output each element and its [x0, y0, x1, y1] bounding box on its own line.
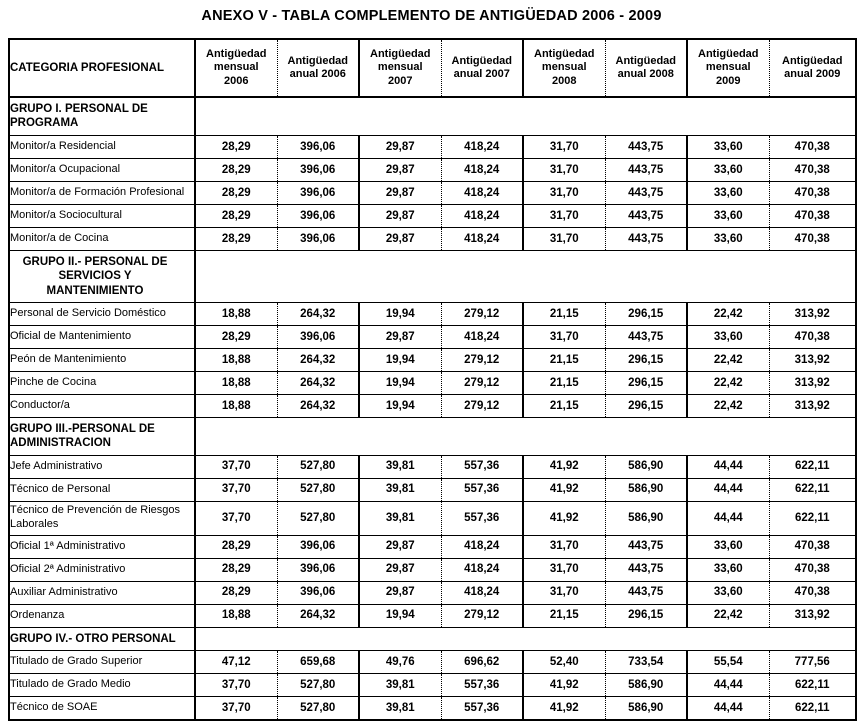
- table-row: [9, 674, 856, 697]
- value-cell: 33,60: [687, 181, 769, 204]
- value-cell: 52,40: [523, 651, 605, 674]
- group-header-label: GRUPO IV.- OTRO PERSONAL: [9, 627, 195, 650]
- value-cell: 47,12: [195, 651, 277, 674]
- empty-cell: [605, 250, 687, 302]
- table-row: [9, 135, 856, 158]
- empty-cell: [359, 417, 441, 455]
- value-cell: 396,06: [277, 181, 359, 204]
- table-group-header-row: [9, 417, 856, 455]
- header-line-3: 2009: [716, 74, 741, 87]
- column-header-anual-2009: [769, 39, 856, 97]
- value-cell: 418,24: [441, 204, 523, 227]
- category-cell: Monitor/a de Formación Profesional: [9, 181, 195, 204]
- seniority-table-container: [8, 38, 855, 721]
- value-cell: 39,81: [359, 455, 441, 478]
- category-cell: Técnico de Personal: [9, 478, 195, 501]
- empty-cell: [605, 417, 687, 455]
- value-cell: 41,92: [523, 501, 605, 535]
- value-cell: 37,70: [195, 697, 277, 720]
- value-cell: 313,92: [769, 302, 856, 325]
- empty-cell: [195, 417, 277, 455]
- group-header-label: GRUPO I. PERSONAL DE PROGRAMA: [9, 97, 195, 135]
- table-row: [9, 501, 856, 535]
- value-cell: 418,24: [441, 325, 523, 348]
- value-cell: 44,44: [687, 674, 769, 697]
- category-cell: Monitor/a Residencial: [9, 135, 195, 158]
- table-row: [9, 181, 856, 204]
- value-cell: 37,70: [195, 501, 277, 535]
- column-header-mensual-2007: [359, 39, 441, 97]
- value-cell: 29,87: [359, 135, 441, 158]
- empty-cell: [769, 97, 856, 135]
- table-row: [9, 348, 856, 371]
- value-cell: 31,70: [523, 325, 605, 348]
- value-cell: 557,36: [441, 478, 523, 501]
- value-cell: 557,36: [441, 455, 523, 478]
- value-cell: 44,44: [687, 478, 769, 501]
- empty-cell: [441, 97, 523, 135]
- value-cell: 313,92: [769, 371, 856, 394]
- value-cell: 39,81: [359, 501, 441, 535]
- empty-cell: [441, 627, 523, 650]
- value-cell: 470,38: [769, 158, 856, 181]
- empty-cell: [195, 250, 277, 302]
- value-cell: 443,75: [605, 558, 687, 581]
- value-cell: 527,80: [277, 674, 359, 697]
- value-cell: 470,38: [769, 581, 856, 604]
- value-cell: 296,15: [605, 604, 687, 627]
- header-line-2: mensual: [705, 61, 751, 74]
- value-cell: 313,92: [769, 604, 856, 627]
- header-line-2: mensual: [377, 61, 423, 74]
- value-cell: 418,24: [441, 227, 523, 250]
- table-header-row: [9, 39, 856, 97]
- category-cell: Monitor/a Ocupacional: [9, 158, 195, 181]
- column-header-mensual-2006: [195, 39, 277, 97]
- empty-cell: [195, 627, 277, 650]
- value-cell: 470,38: [769, 181, 856, 204]
- value-cell: 28,29: [195, 535, 277, 558]
- value-cell: 37,70: [195, 674, 277, 697]
- value-cell: 443,75: [605, 158, 687, 181]
- value-cell: 443,75: [605, 135, 687, 158]
- value-cell: 33,60: [687, 135, 769, 158]
- value-cell: 622,11: [769, 501, 856, 535]
- category-cell: Oficial 2ª Administrativo: [9, 558, 195, 581]
- value-cell: 33,60: [687, 535, 769, 558]
- category-cell: Monitor/a de Cocina: [9, 227, 195, 250]
- header-line-1: Antigüedad: [451, 54, 512, 67]
- category-cell: Técnico de Prevención de Riesgos Laborales: [9, 501, 195, 535]
- value-cell: 31,70: [523, 181, 605, 204]
- table-row: [9, 651, 856, 674]
- value-cell: 33,60: [687, 581, 769, 604]
- page-title: ANEXO V - TABLA COMPLEMENTO DE ANTIGÜEDAD 2006 - 2009: [201, 8, 662, 24]
- value-cell: 296,15: [605, 302, 687, 325]
- value-cell: 31,70: [523, 227, 605, 250]
- value-cell: 279,12: [441, 371, 523, 394]
- header-line-1: Antigüedad: [615, 54, 676, 67]
- value-cell: 733,54: [605, 651, 687, 674]
- value-cell: 31,70: [523, 158, 605, 181]
- value-cell: 527,80: [277, 697, 359, 720]
- value-cell: 296,15: [605, 394, 687, 417]
- value-cell: 586,90: [605, 501, 687, 535]
- table-header: [9, 39, 856, 97]
- value-cell: 18,88: [195, 604, 277, 627]
- empty-cell: [687, 627, 769, 650]
- value-cell: 443,75: [605, 535, 687, 558]
- value-cell: 396,06: [277, 581, 359, 604]
- value-cell: 622,11: [769, 697, 856, 720]
- category-cell: Técnico de SOAE: [9, 697, 195, 720]
- value-cell: 29,87: [359, 181, 441, 204]
- value-cell: 37,70: [195, 455, 277, 478]
- header-line-3: 2007: [388, 74, 413, 87]
- value-cell: 49,76: [359, 651, 441, 674]
- empty-cell: [277, 417, 359, 455]
- empty-cell: [523, 250, 605, 302]
- value-cell: 418,24: [441, 535, 523, 558]
- table-row: [9, 535, 856, 558]
- value-cell: 313,92: [769, 348, 856, 371]
- column-header-anual-2007: [441, 39, 523, 97]
- value-cell: 418,24: [441, 181, 523, 204]
- value-cell: 586,90: [605, 478, 687, 501]
- category-cell: Peón de Mantenimiento: [9, 348, 195, 371]
- group-header-label: GRUPO II.- PERSONAL DE SERVICIOS Y MANTENIMIENTO: [9, 250, 195, 302]
- value-cell: 527,80: [277, 478, 359, 501]
- value-cell: 41,92: [523, 478, 605, 501]
- value-cell: 443,75: [605, 181, 687, 204]
- empty-cell: [195, 97, 277, 135]
- category-cell: Jefe Administrativo: [9, 455, 195, 478]
- value-cell: 28,29: [195, 558, 277, 581]
- value-cell: 470,38: [769, 535, 856, 558]
- table-row: [9, 581, 856, 604]
- empty-cell: [277, 97, 359, 135]
- category-cell: Oficial de Mantenimiento: [9, 325, 195, 348]
- value-cell: 396,06: [277, 135, 359, 158]
- value-cell: 18,88: [195, 348, 277, 371]
- empty-cell: [769, 250, 856, 302]
- header-line-2: anual 2008: [617, 68, 674, 80]
- value-cell: 443,75: [605, 227, 687, 250]
- value-cell: 21,15: [523, 348, 605, 371]
- empty-cell: [441, 417, 523, 455]
- category-cell: Oficial 1ª Administrativo: [9, 535, 195, 558]
- value-cell: 37,70: [195, 478, 277, 501]
- value-cell: 586,90: [605, 697, 687, 720]
- value-cell: 19,94: [359, 348, 441, 371]
- value-cell: 29,87: [359, 204, 441, 227]
- value-cell: 41,92: [523, 697, 605, 720]
- value-cell: 443,75: [605, 325, 687, 348]
- value-cell: 586,90: [605, 674, 687, 697]
- value-cell: 264,32: [277, 302, 359, 325]
- value-cell: 622,11: [769, 674, 856, 697]
- value-cell: 557,36: [441, 501, 523, 535]
- value-cell: 39,81: [359, 478, 441, 501]
- value-cell: 28,29: [195, 325, 277, 348]
- header-line-3: 2006: [224, 74, 249, 87]
- value-cell: 31,70: [523, 204, 605, 227]
- header-line-1: Antigüedad: [782, 54, 843, 67]
- column-header-mensual-2008: [523, 39, 605, 97]
- empty-cell: [523, 627, 605, 650]
- empty-cell: [605, 627, 687, 650]
- value-cell: 33,60: [687, 158, 769, 181]
- value-cell: 29,87: [359, 558, 441, 581]
- group-header-label: GRUPO III.-PERSONAL DE ADMINISTRACION: [9, 417, 195, 455]
- value-cell: 470,38: [769, 558, 856, 581]
- value-cell: 622,11: [769, 455, 856, 478]
- value-cell: 313,92: [769, 394, 856, 417]
- value-cell: 396,06: [277, 558, 359, 581]
- value-cell: 264,32: [277, 604, 359, 627]
- value-cell: 396,06: [277, 535, 359, 558]
- value-cell: 21,15: [523, 604, 605, 627]
- column-header-mensual-2009: [687, 39, 769, 97]
- value-cell: 22,42: [687, 302, 769, 325]
- empty-cell: [687, 250, 769, 302]
- value-cell: 21,15: [523, 302, 605, 325]
- value-cell: 22,42: [687, 371, 769, 394]
- empty-cell: [277, 627, 359, 650]
- empty-cell: [687, 417, 769, 455]
- value-cell: 28,29: [195, 581, 277, 604]
- table-body: [9, 97, 856, 720]
- value-cell: 22,42: [687, 394, 769, 417]
- value-cell: 418,24: [441, 558, 523, 581]
- value-cell: 29,87: [359, 325, 441, 348]
- category-cell: Conductor/a: [9, 394, 195, 417]
- empty-cell: [769, 417, 856, 455]
- header-line-2: anual 2006: [289, 68, 346, 80]
- value-cell: 527,80: [277, 501, 359, 535]
- table-row: [9, 302, 856, 325]
- category-cell: Monitor/a Sociocultural: [9, 204, 195, 227]
- header-line-1: Antigüedad: [370, 47, 431, 60]
- value-cell: 39,81: [359, 697, 441, 720]
- empty-cell: [523, 97, 605, 135]
- category-cell: Titulado de Grado Medio: [9, 674, 195, 697]
- value-cell: 28,29: [195, 181, 277, 204]
- table-group-header-row: [9, 627, 856, 650]
- value-cell: 622,11: [769, 478, 856, 501]
- table-group-header-row: [9, 97, 856, 135]
- value-cell: 696,62: [441, 651, 523, 674]
- value-cell: 19,94: [359, 394, 441, 417]
- header-line-1: Antigüedad: [534, 47, 595, 60]
- column-header-anual-2008: [605, 39, 687, 97]
- value-cell: 418,24: [441, 581, 523, 604]
- header-line-1: Antigüedad: [206, 47, 267, 60]
- table-row: [9, 455, 856, 478]
- category-cell: Personal de Servicio Doméstico: [9, 302, 195, 325]
- value-cell: 418,24: [441, 135, 523, 158]
- header-line-1: Antigüedad: [698, 47, 759, 60]
- value-cell: 470,38: [769, 135, 856, 158]
- value-cell: 19,94: [359, 371, 441, 394]
- value-cell: 279,12: [441, 604, 523, 627]
- value-cell: 41,92: [523, 455, 605, 478]
- table-row: [9, 371, 856, 394]
- value-cell: 55,54: [687, 651, 769, 674]
- value-cell: 659,68: [277, 651, 359, 674]
- value-cell: 33,60: [687, 227, 769, 250]
- value-cell: 264,32: [277, 371, 359, 394]
- table-row: [9, 478, 856, 501]
- value-cell: 264,32: [277, 348, 359, 371]
- value-cell: 279,12: [441, 302, 523, 325]
- value-cell: 31,70: [523, 581, 605, 604]
- value-cell: 470,38: [769, 204, 856, 227]
- value-cell: 19,94: [359, 604, 441, 627]
- table-row: [9, 158, 856, 181]
- value-cell: 18,88: [195, 394, 277, 417]
- seniority-table: [8, 38, 857, 721]
- value-cell: 527,80: [277, 455, 359, 478]
- value-cell: 557,36: [441, 697, 523, 720]
- value-cell: 39,81: [359, 674, 441, 697]
- value-cell: 44,44: [687, 501, 769, 535]
- value-cell: 31,70: [523, 535, 605, 558]
- value-cell: 279,12: [441, 348, 523, 371]
- value-cell: 31,70: [523, 135, 605, 158]
- empty-cell: [769, 627, 856, 650]
- category-cell: Pinche de Cocina: [9, 371, 195, 394]
- value-cell: 33,60: [687, 204, 769, 227]
- value-cell: 470,38: [769, 325, 856, 348]
- table-row: [9, 227, 856, 250]
- empty-cell: [359, 250, 441, 302]
- value-cell: 29,87: [359, 535, 441, 558]
- header-line-1: Antigüedad: [287, 54, 348, 67]
- table-group-header-row: [9, 250, 856, 302]
- empty-cell: [523, 417, 605, 455]
- table-row: [9, 325, 856, 348]
- table-row: [9, 204, 856, 227]
- value-cell: 28,29: [195, 158, 277, 181]
- column-header-text: CATEGORIA PROFESIONAL: [10, 61, 164, 74]
- value-cell: 41,92: [523, 674, 605, 697]
- header-line-3: 2008: [552, 74, 577, 87]
- value-cell: 19,94: [359, 302, 441, 325]
- value-cell: 777,56: [769, 651, 856, 674]
- value-cell: 586,90: [605, 455, 687, 478]
- value-cell: 470,38: [769, 227, 856, 250]
- column-header-anual-2006: [277, 39, 359, 97]
- value-cell: 33,60: [687, 325, 769, 348]
- header-line-2: mensual: [541, 61, 587, 74]
- value-cell: 264,32: [277, 394, 359, 417]
- empty-cell: [687, 97, 769, 135]
- value-cell: 28,29: [195, 204, 277, 227]
- value-cell: 396,06: [277, 325, 359, 348]
- value-cell: 22,42: [687, 604, 769, 627]
- header-line-2: mensual: [213, 61, 259, 74]
- table-row: [9, 394, 856, 417]
- value-cell: 29,87: [359, 158, 441, 181]
- header-line-2: anual 2009: [784, 68, 841, 80]
- value-cell: 296,15: [605, 348, 687, 371]
- header-line-2: anual 2007: [453, 68, 510, 80]
- value-cell: 28,29: [195, 135, 277, 158]
- empty-cell: [359, 627, 441, 650]
- empty-cell: [359, 97, 441, 135]
- value-cell: 443,75: [605, 581, 687, 604]
- value-cell: 29,87: [359, 581, 441, 604]
- value-cell: 18,88: [195, 302, 277, 325]
- value-cell: 21,15: [523, 394, 605, 417]
- value-cell: 33,60: [687, 558, 769, 581]
- empty-cell: [277, 250, 359, 302]
- column-header-categoria: [9, 39, 195, 97]
- category-cell: Titulado de Grado Superior: [9, 651, 195, 674]
- value-cell: 22,42: [687, 348, 769, 371]
- value-cell: 29,87: [359, 227, 441, 250]
- value-cell: 18,88: [195, 371, 277, 394]
- empty-cell: [605, 97, 687, 135]
- table-row: [9, 604, 856, 627]
- empty-cell: [441, 250, 523, 302]
- value-cell: 396,06: [277, 204, 359, 227]
- value-cell: 396,06: [277, 158, 359, 181]
- value-cell: 296,15: [605, 371, 687, 394]
- value-cell: 44,44: [687, 455, 769, 478]
- value-cell: 28,29: [195, 227, 277, 250]
- value-cell: 44,44: [687, 697, 769, 720]
- value-cell: 31,70: [523, 558, 605, 581]
- value-cell: 557,36: [441, 674, 523, 697]
- value-cell: 279,12: [441, 394, 523, 417]
- category-cell: Auxiliar Administrativo: [9, 581, 195, 604]
- value-cell: 21,15: [523, 371, 605, 394]
- value-cell: 418,24: [441, 158, 523, 181]
- category-cell: Ordenanza: [9, 604, 195, 627]
- table-row: [9, 558, 856, 581]
- value-cell: 443,75: [605, 204, 687, 227]
- value-cell: 396,06: [277, 227, 359, 250]
